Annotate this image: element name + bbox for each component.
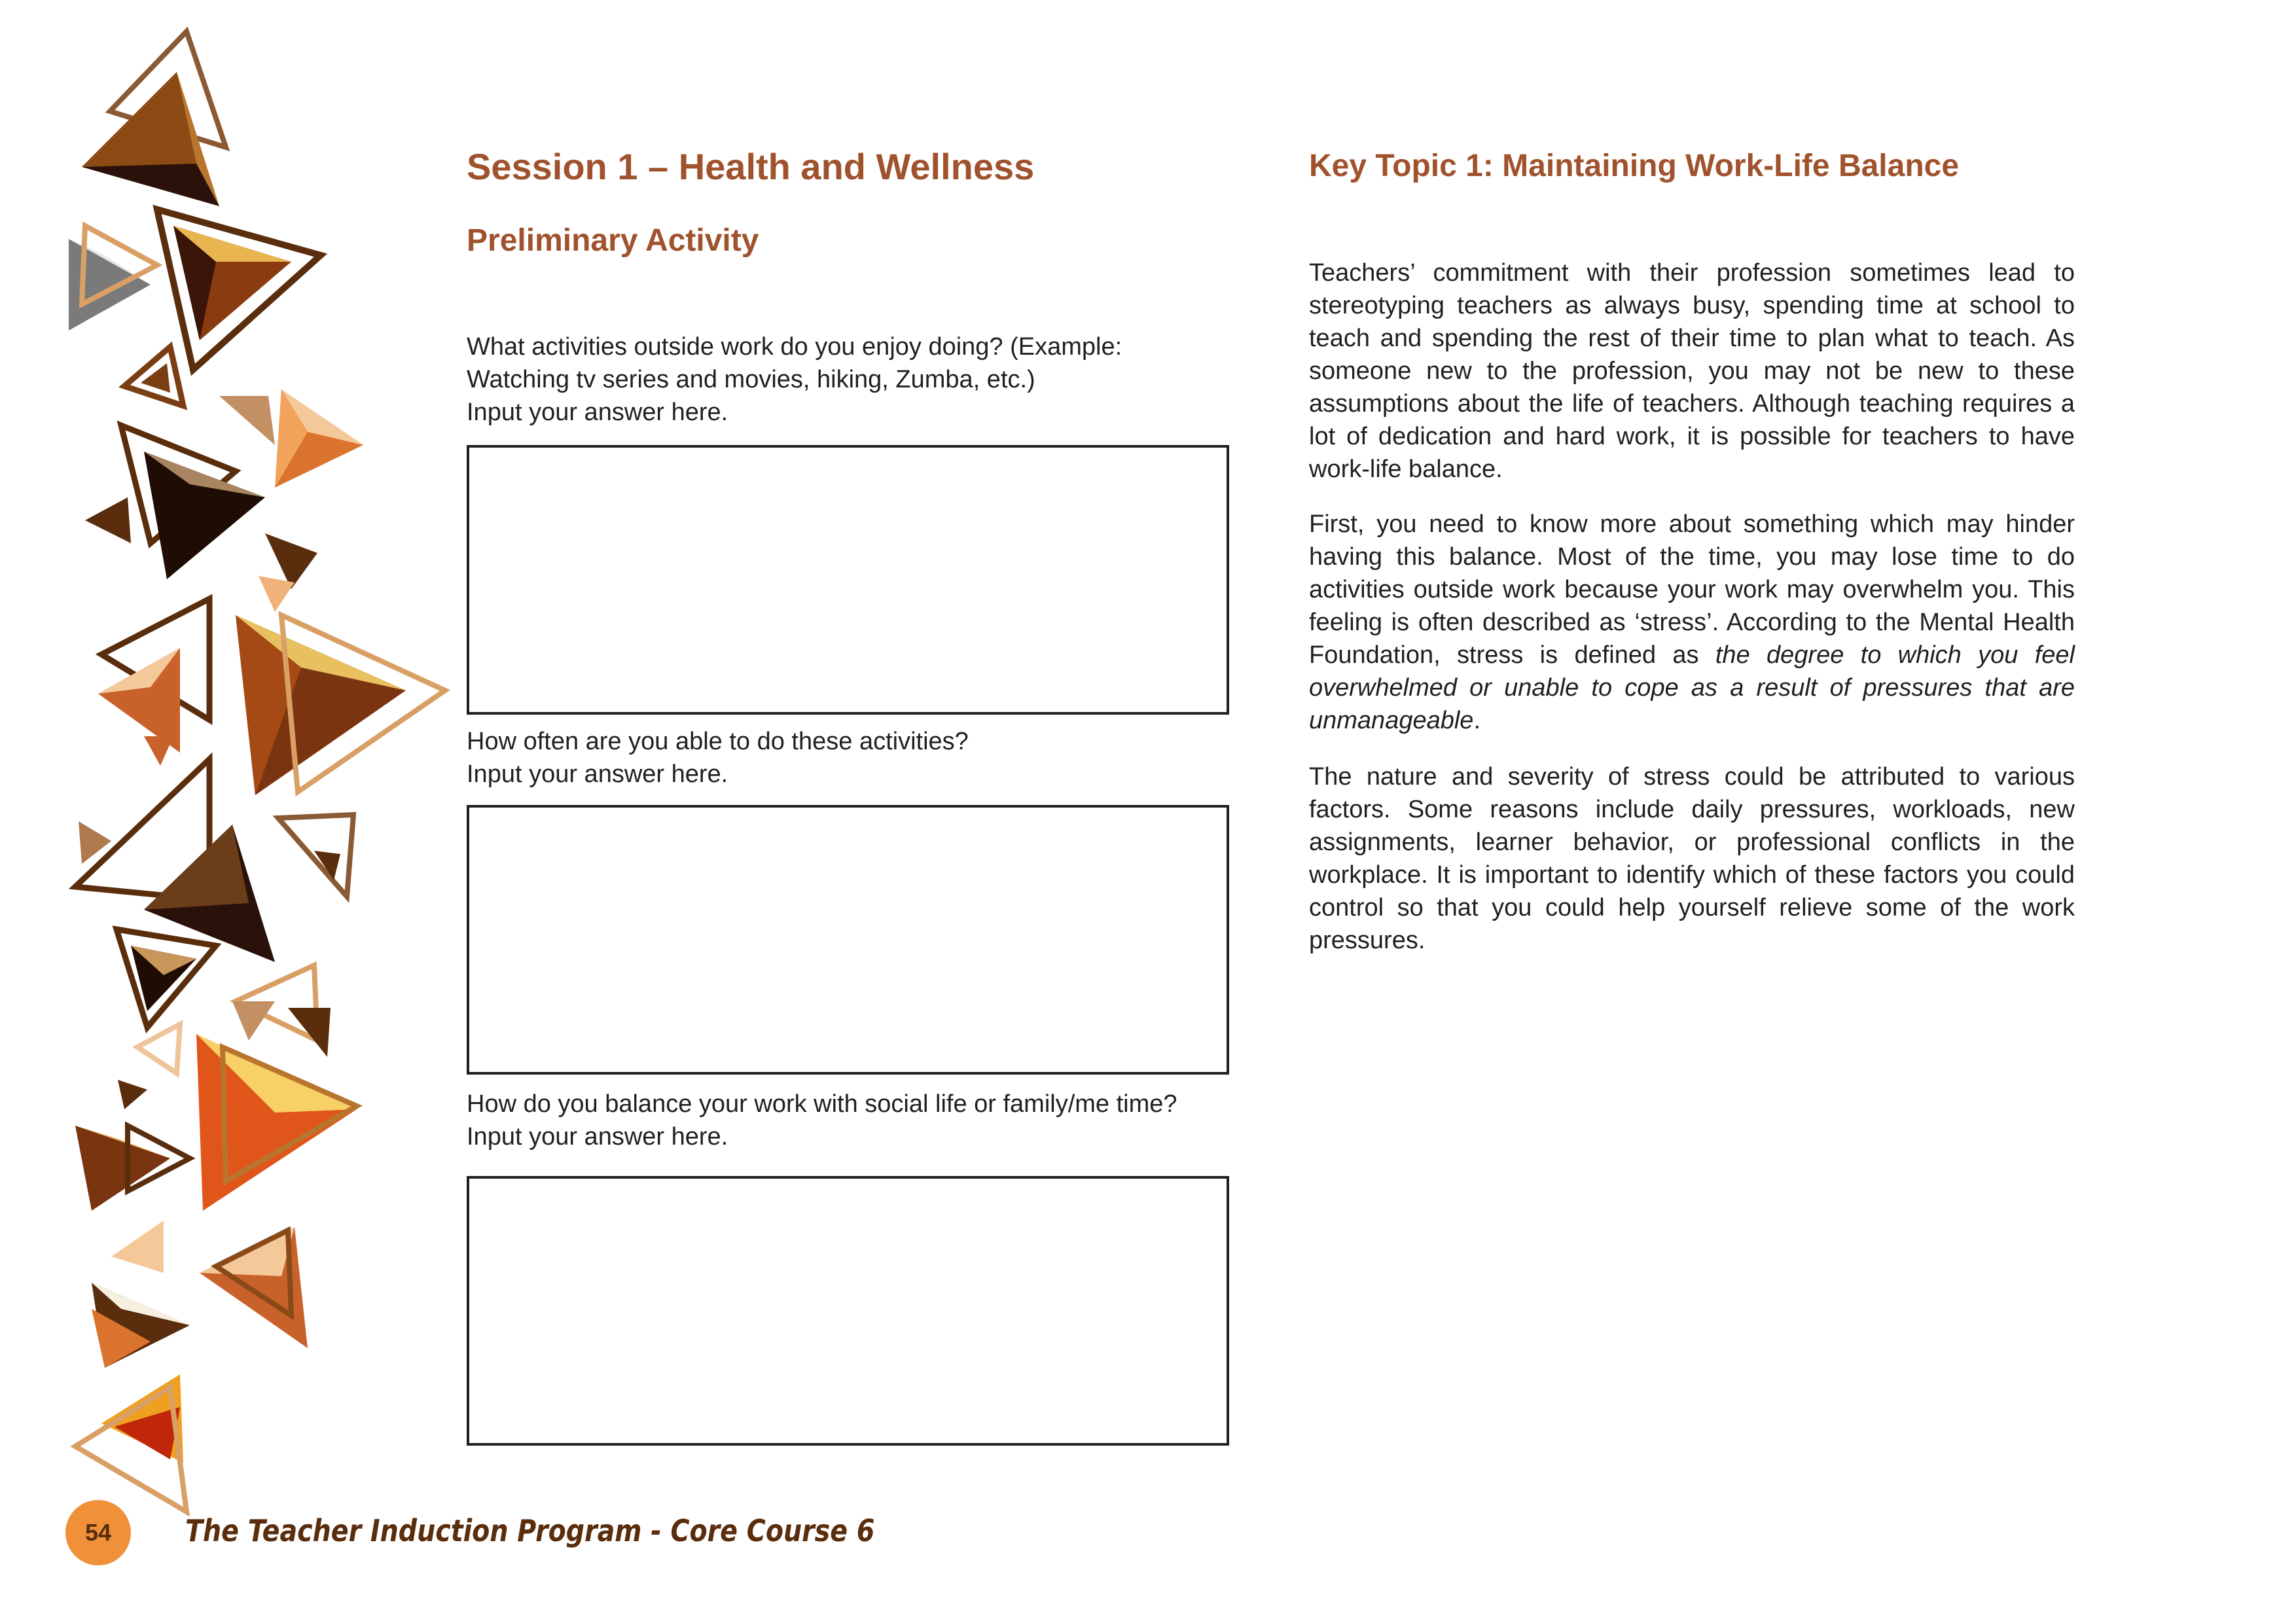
page-number-badge <box>65 1500 131 1565</box>
paragraph-2-end: . <box>1473 707 1480 734</box>
question-3 <box>467 1088 1239 1153</box>
question-3-prompt: Input your answer here. <box>467 1123 728 1150</box>
answer-box-3[interactable] <box>467 1176 1229 1446</box>
decorative-triangles-graphic <box>0 0 458 1623</box>
answer-box-2[interactable] <box>467 805 1229 1075</box>
session-title: Session 1 – Health and Wellness <box>467 146 1035 187</box>
question-1-line-1: What activities outside work do you enjoy doing? (Example: <box>467 333 1122 361</box>
question-3-line-1: How do you balance your work with social life or family/me time? <box>467 1090 1177 1118</box>
question-1 <box>467 330 1239 429</box>
paragraph-1: Teachers’ commitment with their profession sometimes lead to stereotyping teachers as always busy, spending time at school to teach and spending the rest of their time to plan what to teach. As someone new to the profession, you may not be new to these assumptions about the life of teachers. Although teaching requires a lot of dedication and hard work, it is possible for teachers to have work-life balance. <box>1309 259 2075 483</box>
question-1-line-2: Watching tv series and movies, hiking, Zumba, etc.) <box>467 366 1035 393</box>
question-2-line-1: How often are you able to do these activities? <box>467 728 969 755</box>
answer-box-1[interactable] <box>467 445 1229 715</box>
paragraph-3: The nature and severity of stress could be attributed to various factors. Some reasons include daily pressures, workloads, new assignments, learner behavior, or professional conflicts in the workplace. It is important to identify which of these factors you could control so that you could help yourself relieve some of the work pressures. <box>1309 763 2075 954</box>
question-1-prompt: Input your answer here. <box>467 399 728 426</box>
footer-title: The Teacher Induction Program - Core Course 6 <box>185 1513 875 1548</box>
question-2-prompt: Input your answer here. <box>467 760 728 788</box>
page-number: 54 <box>84 1519 112 1546</box>
stress-definition: the degree to which you feel overwhelmed or unable to cope as a result of pressures that are unmanageable <box>1309 641 2075 734</box>
question-2 <box>467 725 1239 791</box>
activity-title: Preliminary Activity <box>467 223 759 258</box>
key-topic-title: Key Topic 1: Maintaining Work-Life Balance <box>1309 149 1960 183</box>
paragraph-2 <box>1309 508 2075 737</box>
paragraph-2-start: First, you need to know more about something which may hinder having this balance. Most of the time, you may lose time to do activities outside work because your work may overwhelm you. This feeling is often described as ‘stress’. According to the Mental Health Foundation, stress is defined as <box>1309 510 2075 669</box>
